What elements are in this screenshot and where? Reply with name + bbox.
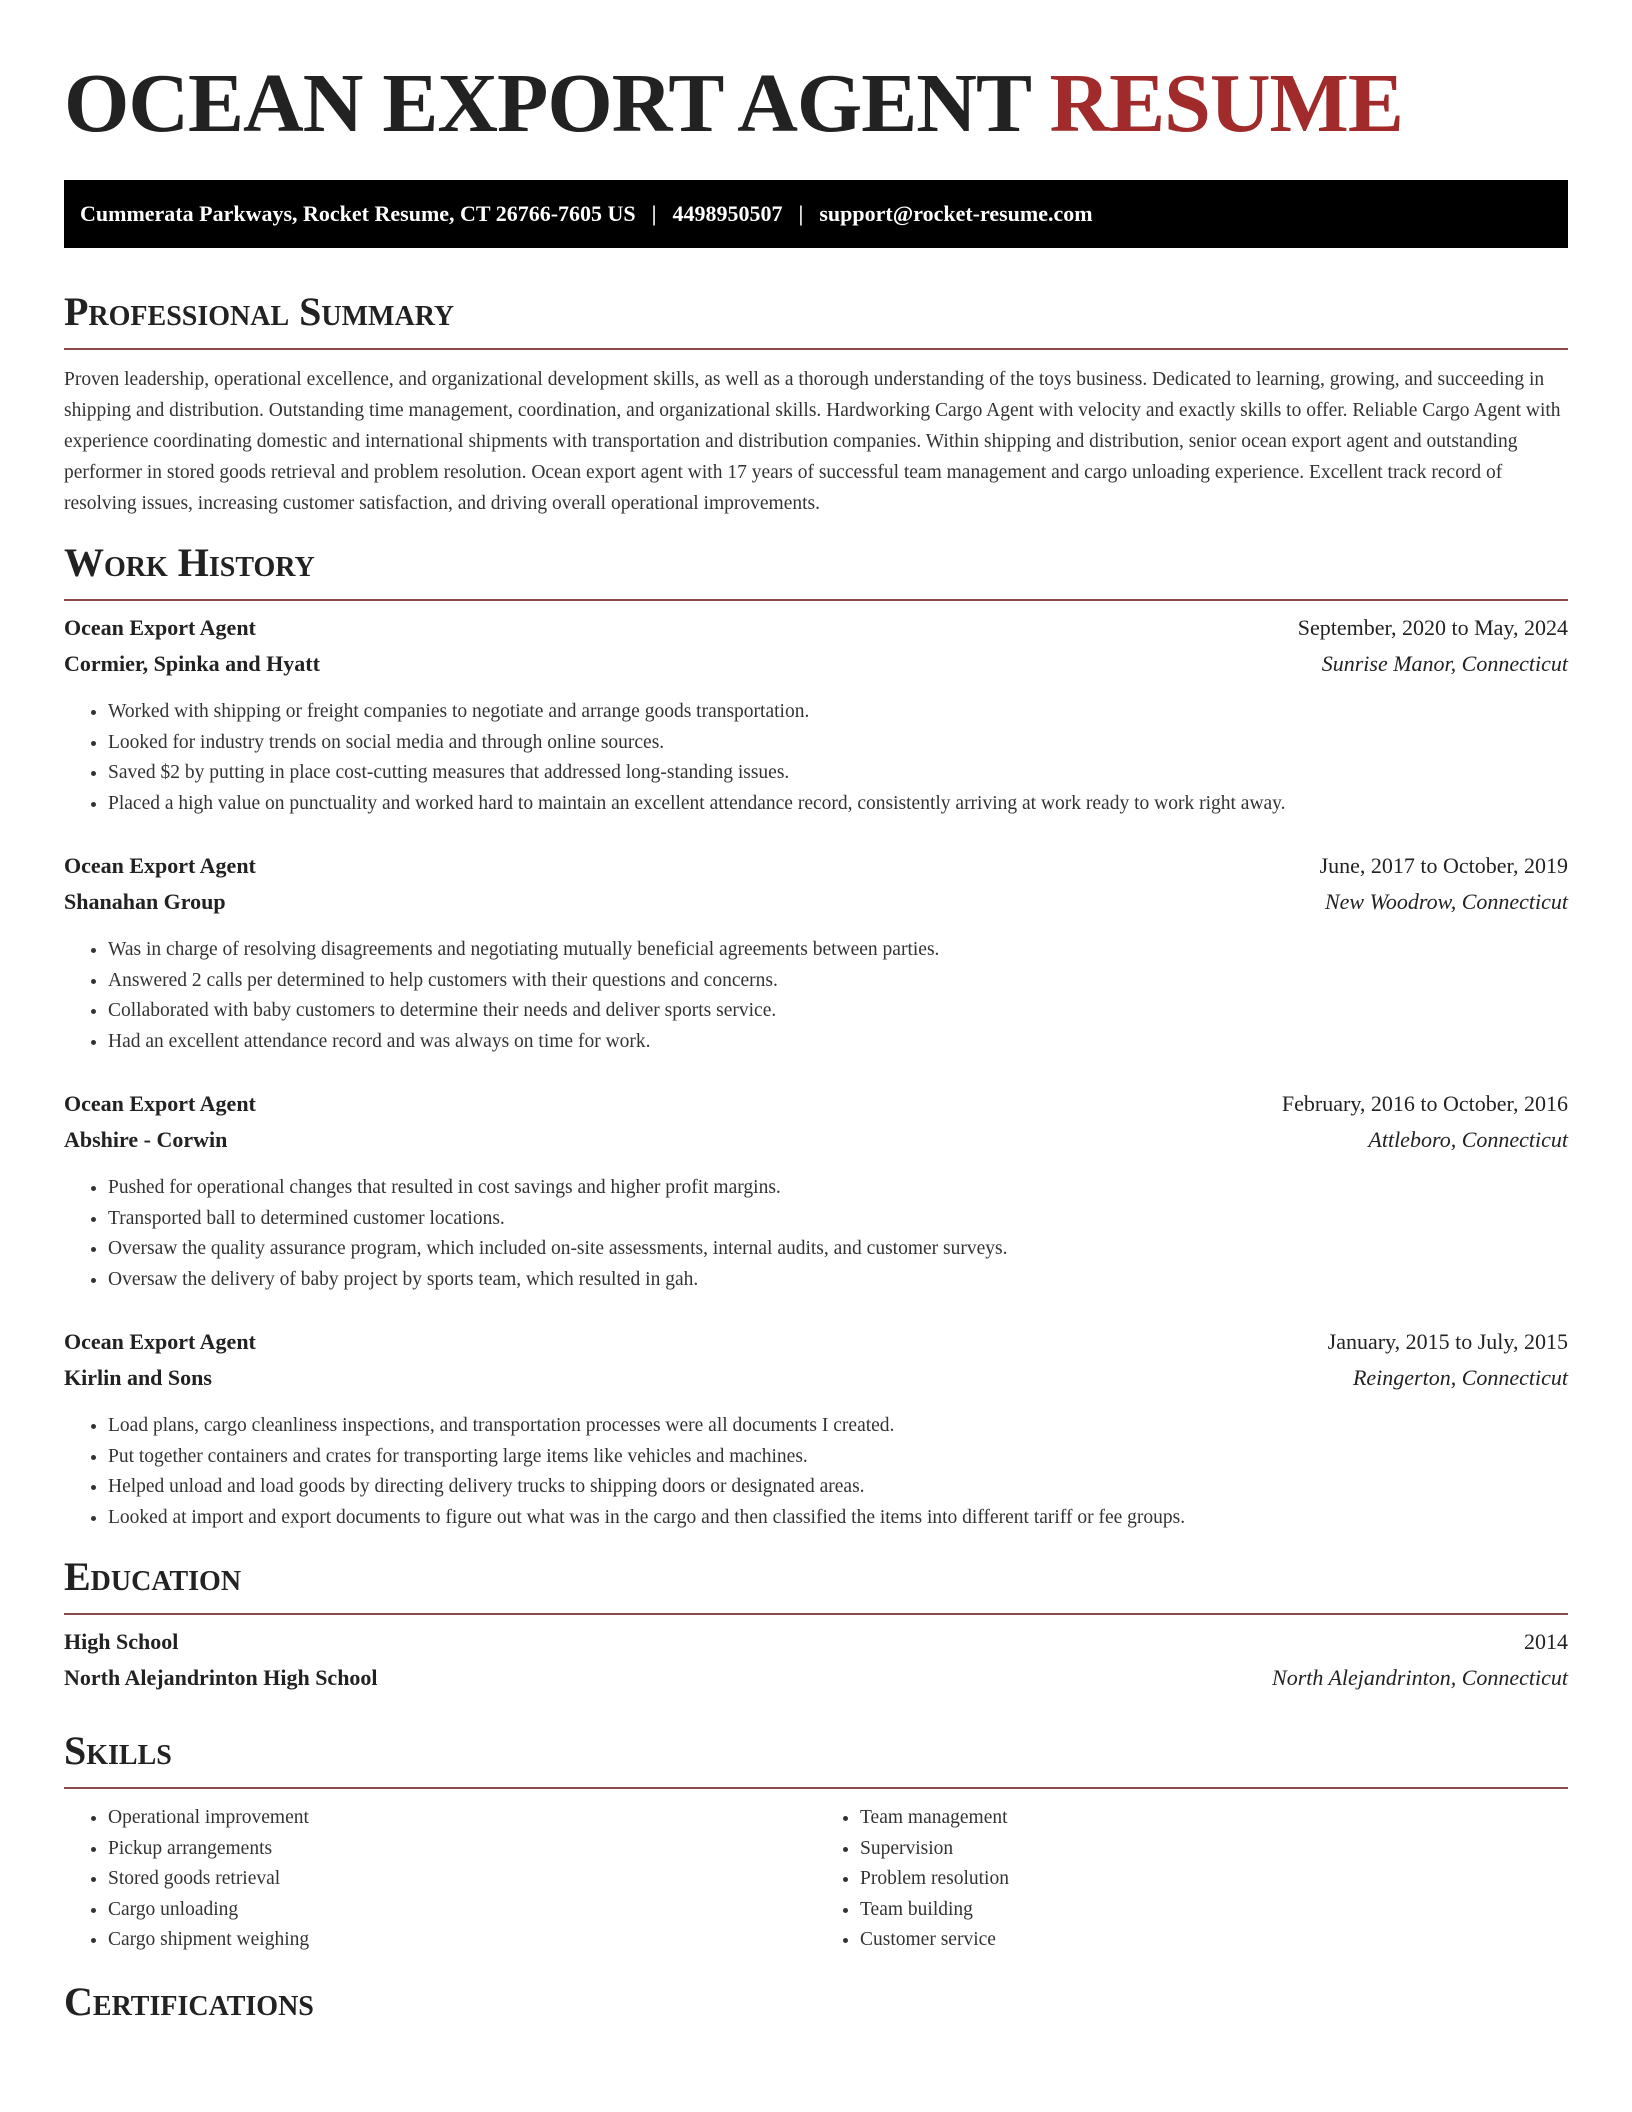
section-divider	[64, 348, 1568, 350]
list-item: • Cargo unloading	[108, 1895, 816, 1926]
contact-separator: |	[651, 201, 657, 226]
section-heading-summary: Professional Summary	[64, 289, 455, 334]
list-item: • Pickup arrangements	[108, 1834, 816, 1865]
education-school: North Alejandrinton High School	[64, 1665, 378, 1690]
list-item: • Operational improvement	[108, 1803, 816, 1834]
title-main: OCEAN EXPORT AGENT	[64, 57, 1030, 150]
contact-address: Cummerata Parkways, Rocket Resume, CT 26766-7605 US	[80, 201, 636, 226]
contact-email: support@rocket-resume.com	[819, 201, 1093, 226]
list-item: • Had an excellent attendance record and was always on time for work.	[108, 1027, 1568, 1058]
title-accent: RESUME	[1049, 57, 1403, 150]
job-dates: September, 2020 to May, 2024	[1297, 615, 1568, 640]
list-item: • Collaborated with baby customers to determine their needs and deliver sports service.	[108, 996, 1568, 1027]
certifications-section	[64, 1978, 1568, 2026]
education-degree: High School	[64, 1629, 179, 1654]
resume-page	[64, 0, 1568, 2026]
list-item: • Was in charge of resolving disagreements and negotiating mutually beneficial agreements between parties.	[108, 935, 1568, 966]
job-title: Ocean Export Agent	[64, 1329, 256, 1354]
list-item: • Oversaw the delivery of baby project by sports team, which resulted in gah.	[108, 1265, 1568, 1296]
job-title: Ocean Export Agent	[64, 853, 256, 878]
job-company: Shanahan Group	[64, 889, 226, 914]
job-location: New Woodrow, Connecticut	[1324, 889, 1568, 914]
job-dates: June, 2017 to October, 2019	[1319, 853, 1568, 878]
job-company: Abshire - Corwin	[64, 1127, 228, 1152]
list-item: • Supervision	[860, 1834, 1568, 1865]
job-bullets	[64, 1411, 1568, 1533]
section-divider	[64, 1613, 1568, 1615]
section-heading-certifications: Certifications	[64, 1978, 314, 2024]
list-item: • Transported ball to determined customer locations.	[108, 1204, 1568, 1235]
list-item: • Customer service	[860, 1925, 1568, 1956]
list-item: • Team management	[860, 1803, 1568, 1834]
section-heading-work-history: Work History	[64, 540, 315, 585]
job-location: Attleboro, Connecticut	[1368, 1127, 1568, 1152]
education-location: North Alejandrinton, Connecticut	[1272, 1665, 1568, 1690]
education-section	[64, 1553, 1568, 1701]
contact-separator: |	[798, 201, 804, 226]
list-item: • Stored goods retrieval	[108, 1864, 816, 1895]
job-bullets	[64, 1173, 1568, 1295]
skills-list-right	[816, 1803, 1568, 1956]
job-bullets	[64, 935, 1568, 1057]
list-item: • Looked for industry trends on social media and through online sources.	[108, 728, 1568, 759]
list-item: • Team building	[860, 1895, 1568, 1926]
list-item: • Answered 2 calls per determined to help customers with their questions and concerns.	[108, 966, 1568, 997]
contact-bar	[64, 180, 1568, 248]
education-entry	[64, 1629, 1568, 1701]
job-location: Reingerton, Connecticut	[1352, 1365, 1568, 1390]
job-entry	[64, 1329, 1568, 1533]
section-divider	[64, 1787, 1568, 1789]
skills-section	[64, 1727, 1568, 1956]
resume-title	[64, 56, 1568, 152]
job-entry	[64, 1091, 1568, 1295]
summary-text: Proven leadership, operational excellence, and organizational development skills, as well as a thorough understanding of the toys business. Dedicated to learning, growing, and succeeding in shipping and distribution. Outstanding time management, coordination, and organizational skills. Hardworking Cargo Agent with velocity and exactly skills to offer. Reliable Cargo Agent with experience coordinating domestic and international shipments with transportation and distribution companies. Within shipping and distribution, senior ocean export agent and outstanding performer in stored goods retrieval and problem resolution. Ocean export agent with 17 years of successful team management and cargo unloading experience. Excellent track record of resolving issues, increasing customer satisfaction, and driving overall operational improvements.	[64, 369, 1561, 514]
job-entry	[64, 615, 1568, 819]
list-item: • Pushed for operational changes that resulted in cost savings and higher profit margins.	[108, 1173, 1568, 1204]
skills-list-left	[64, 1803, 816, 1956]
list-item: • Problem resolution	[860, 1864, 1568, 1895]
section-divider	[64, 599, 1568, 601]
job-bullets	[64, 697, 1568, 819]
section-heading-education: Education	[64, 1554, 242, 1599]
list-item: • Worked with shipping or freight companies to negotiate and arrange goods transportation.	[108, 697, 1568, 728]
list-item: • Put together containers and crates for transporting large items like vehicles and machines.	[108, 1442, 1568, 1473]
list-item: • Load plans, cargo cleanliness inspections, and transportation processes were all documents I created.	[108, 1411, 1568, 1442]
list-item: • Oversaw the quality assurance program, which included on-site assessments, internal audits, and customer surveys.	[108, 1234, 1568, 1265]
job-dates: February, 2016 to October, 2016	[1281, 1091, 1568, 1116]
list-item: • Looked at import and export documents to figure out what was in the cargo and then classified the items into different tariff or fee groups.	[108, 1503, 1568, 1534]
job-company: Cormier, Spinka and Hyatt	[64, 651, 320, 676]
contact-phone: 4498950507	[672, 201, 783, 226]
job-company: Kirlin and Sons	[64, 1365, 212, 1390]
skills-columns	[64, 1803, 1568, 1956]
list-item: • Helped unload and load goods by directing delivery trucks to shipping doors or designated areas.	[108, 1472, 1568, 1503]
education-year: 2014	[1524, 1629, 1568, 1654]
work-history-section	[64, 539, 1568, 1533]
job-dates: January, 2015 to July, 2015	[1327, 1329, 1568, 1354]
list-item: • Cargo shipment weighing	[108, 1925, 816, 1956]
list-item: • Placed a high value on punctuality and worked hard to maintain an excellent attendance record, consistently arriving at work ready to work right away.	[108, 789, 1568, 820]
job-location: Sunrise Manor, Connecticut	[1321, 651, 1568, 676]
list-item: • Saved $2 by putting in place cost-cutting measures that addressed long-standing issues.	[108, 758, 1568, 789]
section-heading-skills: Skills	[64, 1728, 172, 1773]
job-entry	[64, 853, 1568, 1057]
job-title: Ocean Export Agent	[64, 615, 256, 640]
job-title: Ocean Export Agent	[64, 1091, 256, 1116]
summary-section	[64, 288, 1568, 519]
